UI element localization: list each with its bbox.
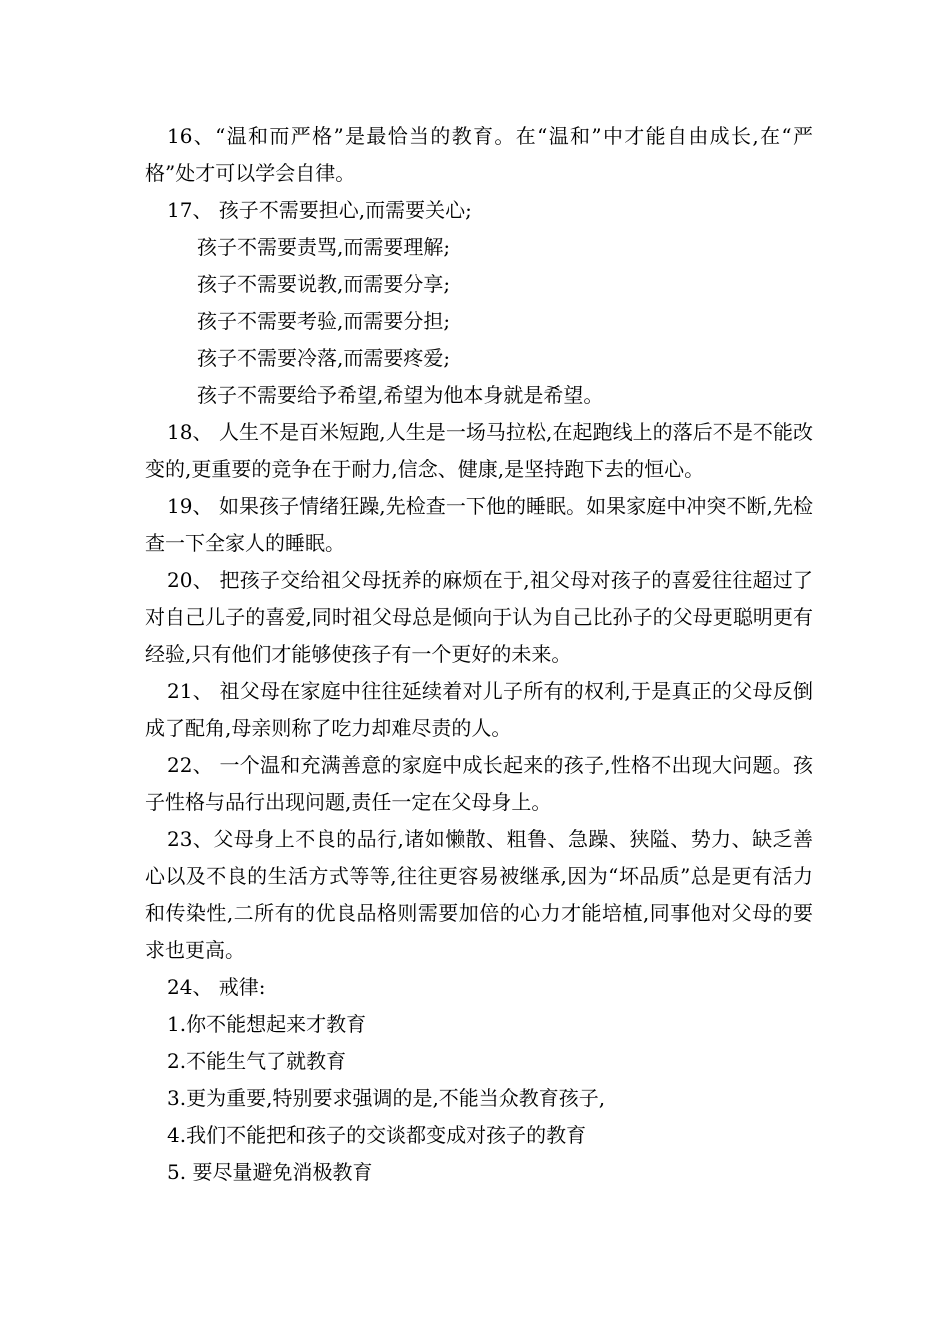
paragraph-24: 24、 戒律:	[167, 975, 266, 999]
rule-item: 1.你不能想起来才教育	[167, 1012, 367, 1036]
paragraph-23: 23、父母身上不良的品行,诸如懒散、粗鲁、急躁、狭隘、势力、缺乏善心以及不良的生活方式等等,往往更容易被继承,因为“坏品质”总是更有活力和传染性,二所有的优良品格则需要加倍的心力才能培植,同事他对父母的要求也更高。	[145, 827, 813, 962]
paragraph-21: 21、 祖父母在家庭中往往延续着对儿子所有的权利,于是真正的父母反倒成了配角,母亲则称了吃力却难尽责的人。	[145, 679, 813, 740]
paragraph-17-line: 孩子不需要冷落,而需要疼爱;	[197, 346, 451, 370]
paragraph-18: 18、 人生不是百米短跑,人生是一场马拉松,在起跑线上的落后不是不能改变的,更重要的竞争在于耐力,信念、健康,是坚持跑下去的恒心。	[145, 420, 813, 481]
paragraph-19: 19、 如果孩子情绪狂躁,先检查一下他的睡眠。如果家庭中冲突不断,先检查一下全家人的睡眠。	[145, 494, 813, 555]
paragraph-16: 16、“温和而严格”是最恰当的教育。在“温和”中才能自由成长,在“严格”处才可以学会自律。	[145, 124, 813, 185]
paragraph-17-line: 孩子不需要考验,而需要分担;	[197, 309, 451, 333]
rule-item: 2.不能生气了就教育	[167, 1049, 347, 1073]
rule-item: 4.我们不能把和孩子的交谈都变成对孩子的教育	[167, 1123, 587, 1147]
paragraph-20: 20、 把孩子交给祖父母抚养的麻烦在于,祖父母对孩子的喜爱往往超过了对自己儿子的喜爱,同时祖父母总是倾向于认为自己比孙子的父母更聪明更有经验,只有他们才能够使孩子有一个更好的未来。	[145, 568, 813, 666]
rule-item: 3.更为重要,特别要求强调的是,不能当众教育孩子,	[167, 1086, 606, 1110]
rule-item: 5. 要尽量避免消极教育	[167, 1160, 373, 1184]
paragraph-17: 17、 孩子不需要担心,而需要关心;	[167, 198, 472, 222]
document-page	[145, 118, 813, 1191]
paragraph-17-line: 孩子不需要说教,而需要分享;	[197, 272, 451, 296]
paragraph-22: 22、 一个温和充满善意的家庭中成长起来的孩子,性格不出现大问题。孩子性格与品行出现问题,责任一定在父母身上。	[145, 753, 813, 814]
paragraph-17-line: 孩子不需要给予希望,希望为他本身就是希望。	[197, 383, 604, 407]
paragraph-17-line: 孩子不需要责骂,而需要理解;	[197, 235, 451, 259]
